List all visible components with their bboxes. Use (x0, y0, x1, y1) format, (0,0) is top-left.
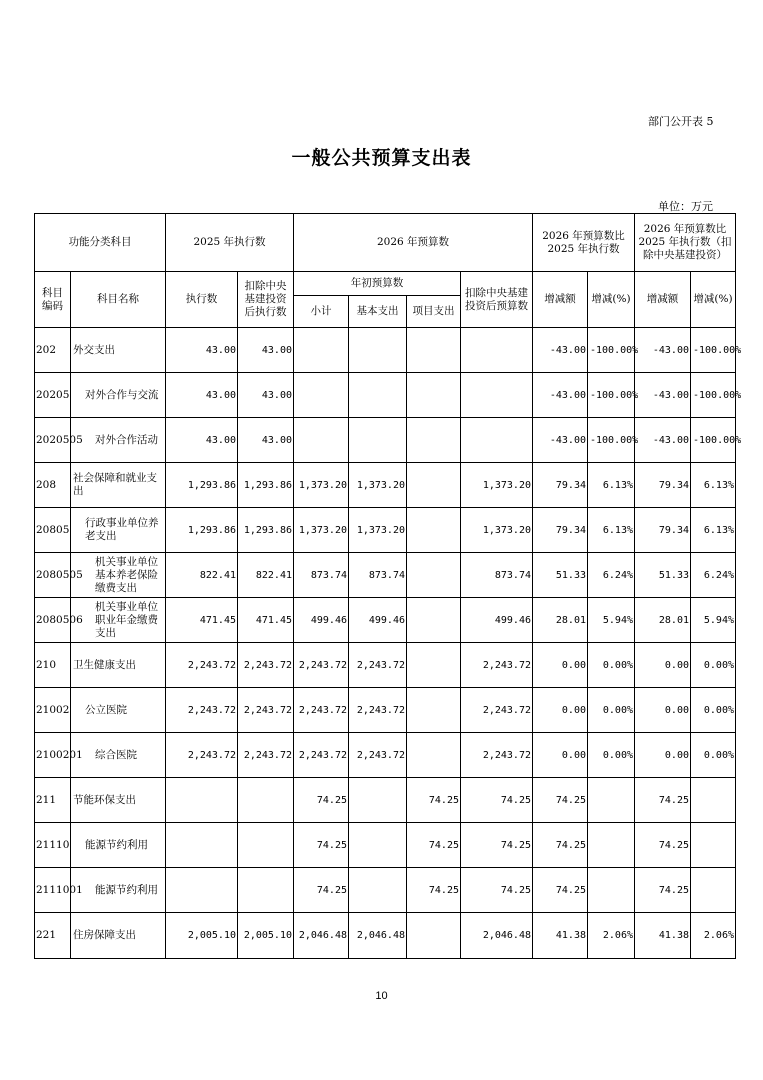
cell-basic (349, 418, 407, 463)
cell-inc: 0.00 (533, 643, 588, 688)
cell-exec: 471.45 (166, 598, 238, 643)
cell-project (407, 328, 461, 373)
cell-budget-excl: 1,373.20 (461, 463, 533, 508)
table-row (35, 733, 736, 778)
cell-subtotal: 2,243.72 (294, 733, 349, 778)
cell-inc: 0.00 (533, 733, 588, 778)
cell-basic: 873.74 (349, 553, 407, 598)
cell-project (407, 688, 461, 733)
cell-subtotal: 74.25 (294, 823, 349, 868)
cell-pct: 0.00% (588, 688, 635, 733)
cell-inc2: 79.34 (635, 508, 691, 553)
cell-code: 202 (35, 328, 71, 373)
cell-budget-excl (461, 328, 533, 373)
cell-inc: 74.25 (533, 778, 588, 823)
cell-project (407, 508, 461, 553)
cell-pct2: 6.13% (691, 508, 736, 553)
cell-project: 74.25 (407, 823, 461, 868)
cell-inc2: 74.25 (635, 823, 691, 868)
cell-basic (349, 823, 407, 868)
cell-pct2 (691, 823, 736, 868)
table-row (35, 823, 736, 868)
cell-inc2: 79.34 (635, 463, 691, 508)
cell-basic (349, 328, 407, 373)
cell-subtotal (294, 328, 349, 373)
cell-name: 社会保障和就业支出 (71, 463, 166, 508)
cell-pct2 (691, 778, 736, 823)
cell-code: 21002 (35, 688, 71, 733)
cell-subtotal: 74.25 (294, 778, 349, 823)
cell-pct: 6.24% (588, 553, 635, 598)
cell-inc: -43.00 (533, 418, 588, 463)
cell-pct: 0.00% (588, 643, 635, 688)
cell-project (407, 553, 461, 598)
cell-pct: -100.00% (588, 418, 635, 463)
cell-code: 211 (35, 778, 71, 823)
cell-exec: 822.41 (166, 553, 238, 598)
header-cmp: 2026 年预算数比 2025 年执行数 (533, 214, 635, 272)
cell-exec-excl: 1,293.86 (238, 463, 294, 508)
cell-pct2: 2.06% (691, 913, 736, 959)
cell-basic: 499.46 (349, 598, 407, 643)
cell-inc2: 74.25 (635, 778, 691, 823)
cell-basic: 2,046.48 (349, 913, 407, 959)
cell-exec (166, 868, 238, 913)
cell-pct2: 6.13% (691, 463, 736, 508)
cell-budget-excl: 2,046.48 (461, 913, 533, 959)
cell-exec-excl: 2,005.10 (238, 913, 294, 959)
cell-pct: 5.94% (588, 598, 635, 643)
cell-budget-excl: 2,243.72 (461, 688, 533, 733)
cell-exec-excl: 1,293.86 (238, 508, 294, 553)
cell-inc2: 51.33 (635, 553, 691, 598)
cell-name: 能源节约利用 (71, 868, 166, 913)
cell-basic (349, 778, 407, 823)
cell-pct2: 0.00% (691, 643, 736, 688)
table-row (35, 868, 736, 913)
cell-inc: 0.00 (533, 688, 588, 733)
cell-budget-excl: 499.46 (461, 598, 533, 643)
header-project: 项目支出 (407, 296, 461, 328)
header-inc-pct: 增减(%) (588, 272, 635, 328)
cell-exec-excl: 43.00 (238, 328, 294, 373)
cell-exec: 43.00 (166, 418, 238, 463)
header-exec-excl: 扣除中央基建投资后执行数 (238, 272, 294, 328)
cell-pct2: 0.00% (691, 733, 736, 778)
cell-budget-excl: 2,243.72 (461, 733, 533, 778)
cell-budget-excl: 873.74 (461, 553, 533, 598)
cell-pct2: 6.24% (691, 553, 736, 598)
cell-budget-excl: 74.25 (461, 823, 533, 868)
cell-subtotal: 1,373.20 (294, 508, 349, 553)
cell-code: 2100201 (35, 733, 71, 778)
cell-exec-excl: 2,243.72 (238, 733, 294, 778)
cell-pct (588, 778, 635, 823)
cell-basic (349, 373, 407, 418)
cell-inc2: -43.00 (635, 418, 691, 463)
header-exec-2025: 2025 年执行数 (166, 214, 294, 272)
table-row (35, 328, 736, 373)
cell-inc2: -43.00 (635, 373, 691, 418)
cell-exec: 43.00 (166, 328, 238, 373)
cell-subtotal: 499.46 (294, 598, 349, 643)
cell-pct2: -100.00% (691, 418, 736, 463)
cell-exec (166, 823, 238, 868)
cell-name: 行政事业单位养老支出 (71, 508, 166, 553)
cell-inc2: 41.38 (635, 913, 691, 959)
table-row (35, 913, 736, 959)
table-row (35, 598, 736, 643)
header-exec: 执行数 (166, 272, 238, 328)
cell-name: 外交支出 (71, 328, 166, 373)
header-code: 科目编码 (35, 272, 71, 328)
cell-code: 208 (35, 463, 71, 508)
cell-inc: 79.34 (533, 463, 588, 508)
cell-exec-excl (238, 868, 294, 913)
cell-budget-excl: 74.25 (461, 868, 533, 913)
cell-inc2: 0.00 (635, 688, 691, 733)
cell-name: 对外合作活动 (71, 418, 166, 463)
cell-subtotal: 873.74 (294, 553, 349, 598)
header-budget-excl: 扣除中央基建投资后预算数 (461, 272, 533, 328)
cell-exec-excl: 471.45 (238, 598, 294, 643)
cell-exec-excl (238, 823, 294, 868)
header-func-class: 功能分类科目 (35, 214, 166, 272)
cell-exec: 1,293.86 (166, 508, 238, 553)
cell-exec: 43.00 (166, 373, 238, 418)
cell-exec: 2,005.10 (166, 913, 238, 959)
cell-project (407, 418, 461, 463)
cell-exec: 2,243.72 (166, 733, 238, 778)
unit-label: 单位：万元 (658, 200, 713, 213)
cell-inc: 74.25 (533, 868, 588, 913)
cell-inc2: 0.00 (635, 643, 691, 688)
cell-code: 20205 (35, 373, 71, 418)
cell-inc: 41.38 (533, 913, 588, 959)
cell-code: 2020505 (35, 418, 71, 463)
cell-basic: 2,243.72 (349, 643, 407, 688)
table-row (35, 508, 736, 553)
cell-exec-excl: 43.00 (238, 418, 294, 463)
cell-project: 74.25 (407, 868, 461, 913)
header-inc-amt: 增减额 (533, 272, 588, 328)
cell-name: 卫生健康支出 (71, 643, 166, 688)
cell-inc2: 28.01 (635, 598, 691, 643)
cell-inc: 28.01 (533, 598, 588, 643)
cell-code: 2111001 (35, 868, 71, 913)
cell-project (407, 643, 461, 688)
cell-basic: 2,243.72 (349, 733, 407, 778)
cell-exec-excl (238, 778, 294, 823)
cell-pct (588, 823, 635, 868)
header-cmp-excl: 2026 年预算数比 2025 年执行数（扣除中央基建投资） (635, 214, 736, 272)
cell-basic: 1,373.20 (349, 508, 407, 553)
cell-name: 公立医院 (71, 688, 166, 733)
cell-subtotal: 2,046.48 (294, 913, 349, 959)
cell-project (407, 913, 461, 959)
cell-exec-excl: 2,243.72 (238, 688, 294, 733)
cell-inc: 51.33 (533, 553, 588, 598)
page-number: 10 (375, 990, 388, 1002)
table-row (35, 778, 736, 823)
cell-pct: -100.00% (588, 328, 635, 373)
cell-name: 机关事业单位职业年金缴费支出 (71, 598, 166, 643)
cell-pct2: 5.94% (691, 598, 736, 643)
cell-inc2: 0.00 (635, 733, 691, 778)
cell-code: 2080506 (35, 598, 71, 643)
cell-exec: 2,243.72 (166, 688, 238, 733)
page-label: 部门公开表 5 (648, 115, 714, 128)
cell-name: 能源节约利用 (71, 823, 166, 868)
cell-budget-excl: 74.25 (461, 778, 533, 823)
cell-exec-excl: 822.41 (238, 553, 294, 598)
table-row (35, 688, 736, 733)
cell-pct: 2.06% (588, 913, 635, 959)
cell-pct: 0.00% (588, 733, 635, 778)
header-basic: 基本支出 (349, 296, 407, 328)
cell-pct2: 0.00% (691, 688, 736, 733)
cell-project: 74.25 (407, 778, 461, 823)
header-subtotal: 小计 (294, 296, 349, 328)
cell-pct: -100.00% (588, 373, 635, 418)
table-row (35, 373, 736, 418)
cell-inc2: -43.00 (635, 328, 691, 373)
cell-inc2: 74.25 (635, 868, 691, 913)
cell-name: 机关事业单位基本养老保险缴费支出 (71, 553, 166, 598)
cell-pct2: -100.00% (691, 328, 736, 373)
table-row (35, 643, 736, 688)
cell-exec (166, 778, 238, 823)
cell-subtotal: 2,243.72 (294, 688, 349, 733)
cell-basic: 1,373.20 (349, 463, 407, 508)
cell-name: 综合医院 (71, 733, 166, 778)
cell-exec: 1,293.86 (166, 463, 238, 508)
table-row (35, 418, 736, 463)
cell-pct: 6.13% (588, 463, 635, 508)
header-name: 科目名称 (71, 272, 166, 328)
cell-name: 对外合作与交流 (71, 373, 166, 418)
cell-pct2: -100.00% (691, 373, 736, 418)
cell-project (407, 463, 461, 508)
cell-budget-excl: 2,243.72 (461, 643, 533, 688)
cell-name: 住房保障支出 (71, 913, 166, 959)
cell-subtotal: 2,243.72 (294, 643, 349, 688)
budget-table (34, 213, 742, 959)
cell-code: 2080505 (35, 553, 71, 598)
table-row (35, 463, 736, 508)
cell-budget-excl (461, 373, 533, 418)
cell-budget-excl: 1,373.20 (461, 508, 533, 553)
cell-basic: 2,243.72 (349, 688, 407, 733)
cell-subtotal: 1,373.20 (294, 463, 349, 508)
cell-pct: 6.13% (588, 508, 635, 553)
cell-subtotal (294, 418, 349, 463)
table-row (35, 553, 736, 598)
cell-subtotal (294, 373, 349, 418)
cell-inc: 74.25 (533, 823, 588, 868)
header-inc-amt2: 增减额 (635, 272, 691, 328)
page-title: 一般公共预算支出表 (291, 147, 472, 169)
header-inc-pct2: 增减(%) (691, 272, 736, 328)
cell-project (407, 733, 461, 778)
cell-pct2 (691, 868, 736, 913)
cell-inc: 79.34 (533, 508, 588, 553)
cell-code: 21110 (35, 823, 71, 868)
cell-exec-excl: 43.00 (238, 373, 294, 418)
header-budget-2026: 2026 年预算数 (294, 214, 533, 272)
cell-budget-excl (461, 418, 533, 463)
cell-subtotal: 74.25 (294, 868, 349, 913)
cell-project (407, 598, 461, 643)
cell-exec: 2,243.72 (166, 643, 238, 688)
cell-pct (588, 868, 635, 913)
cell-code: 20805 (35, 508, 71, 553)
cell-code: 221 (35, 913, 71, 959)
cell-basic (349, 868, 407, 913)
header-initial-budget: 年初预算数 (294, 272, 461, 296)
cell-exec-excl: 2,243.72 (238, 643, 294, 688)
cell-project (407, 373, 461, 418)
cell-code: 210 (35, 643, 71, 688)
cell-inc: -43.00 (533, 373, 588, 418)
cell-inc: -43.00 (533, 328, 588, 373)
cell-name: 节能环保支出 (71, 778, 166, 823)
